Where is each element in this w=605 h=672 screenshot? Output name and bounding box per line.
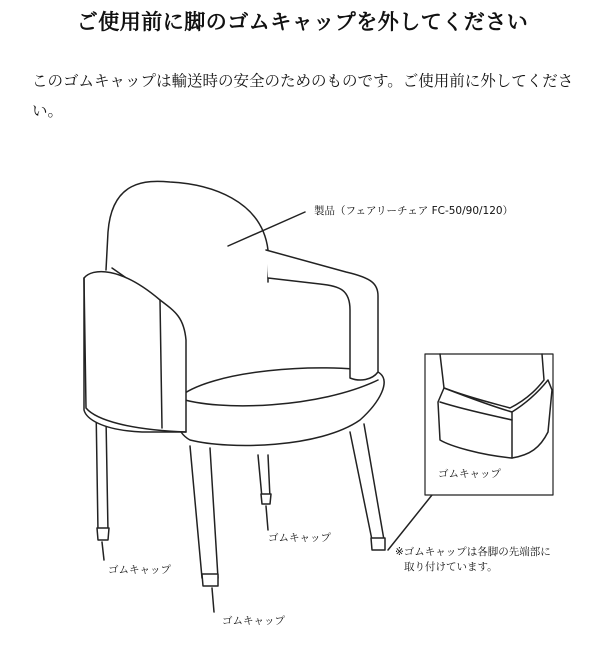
cap-mid-leader bbox=[266, 506, 268, 530]
product-label: 製品（フェアリーチェア FC-50/90/120） bbox=[314, 205, 514, 217]
chair-right-arm bbox=[266, 250, 378, 380]
front-right-leg bbox=[350, 424, 385, 550]
cap-note bbox=[395, 545, 551, 575]
note-line-1: ※ゴムキャップは各脚の先端部に bbox=[395, 546, 551, 558]
intro-text: このゴムキャップは輸送時の安全のためのものです。ご使用前に外してください。 bbox=[32, 72, 574, 120]
front-left-leg bbox=[190, 446, 218, 586]
inset-cap-label: ゴムキャップ bbox=[438, 468, 501, 480]
note-line-2: 取り付けています。 bbox=[404, 561, 498, 573]
cap-left-label: ゴムキャップ bbox=[108, 564, 171, 576]
cap-front-label: ゴムキャップ bbox=[222, 615, 285, 627]
back-right-leg bbox=[258, 455, 271, 504]
cap-left-leader bbox=[102, 542, 104, 560]
page-title: ご使用前に脚のゴムキャップを外してください bbox=[76, 10, 529, 34]
cap-front-leader bbox=[212, 588, 214, 612]
cap-mid-label: ゴムキャップ bbox=[268, 532, 331, 544]
chair-left-arm bbox=[84, 272, 186, 432]
